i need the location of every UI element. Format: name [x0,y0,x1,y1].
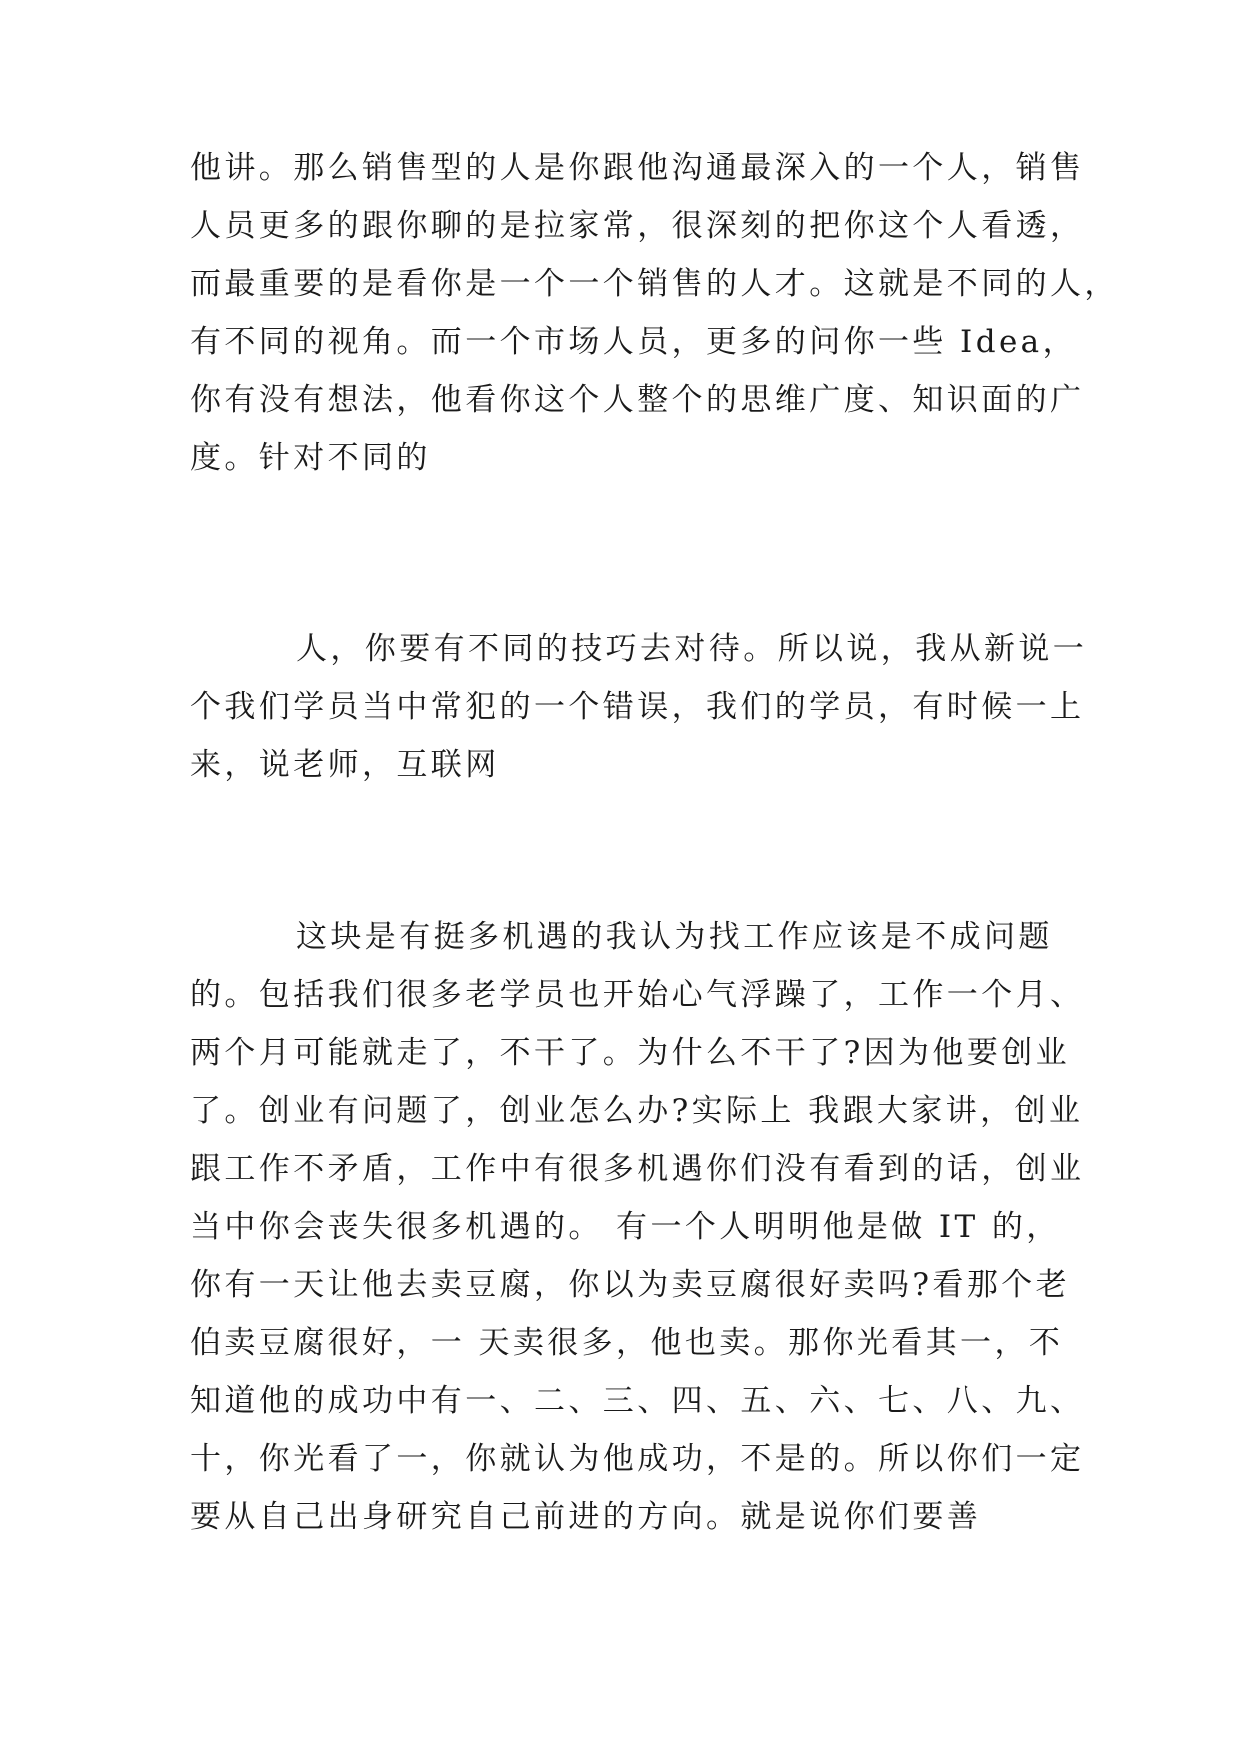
text-line: 人员更多的跟你聊的是拉家常，很深刻的把你这个人看透， [190,208,1085,244]
text-line: 要从自己出身研究自己前进的方向。就是说你们要善 [190,1499,982,1535]
text-line: 他讲。那么销售型的人是你跟他沟通最深入的一个人，销售 [190,150,1085,186]
text-line: 来，说老师，互联网 [190,747,500,783]
text-line: 伯卖豆腐很好，一 天卖很多，他也卖。那你光看其一，不 [190,1325,1064,1361]
text-line: 而最重要的是看你是一个一个销售的人才。这就是不同的人， [190,266,1119,302]
text-line: 了。创业有问题了，创业怎么办?实际上 我跟大家讲，创业 [190,1093,1084,1129]
text-line: 两个月可能就走了，不干了。为什么不干了?因为他要创业 [190,1035,1071,1071]
text-line: 跟工作不矛盾，工作中有很多机遇你们没有看到的话，创业 [190,1151,1085,1187]
text-line: 你有一天让他去卖豆腐，你以为卖豆腐很好卖吗?看那个老 [190,1267,1071,1303]
text-line: 你有没有想法，他看你这个人整个的思维广度、知识面的广 [190,382,1085,418]
text-line: 知道他的成功中有一、二、三、四、五、六、七、八、九、 [190,1383,1085,1419]
text-line: 人，你要有不同的技巧去对待。所以说，我从新说一 [296,631,1088,667]
text-line: 十，你光看了一，你就认为他成功，不是的。所以你们一定 [190,1441,1085,1477]
text-line: 度。针对不同的 [190,440,431,476]
text-line: 当中你会丧失很多机遇的。 有一个人明明他是做 IT 的， [190,1209,1061,1245]
text-line: 有不同的视角。而一个市场人员，更多的问你一些 Idea， [190,324,1077,360]
text-line: 这块是有挺多机遇的我认为找工作应该是不成问题 [296,919,1053,955]
text-line: 的。包括我们很多老学员也开始心气浮躁了，工作一个月、 [190,977,1085,1013]
text-line: 个我们学员当中常犯的一个错误，我们的学员，有时候一上 [190,689,1085,725]
